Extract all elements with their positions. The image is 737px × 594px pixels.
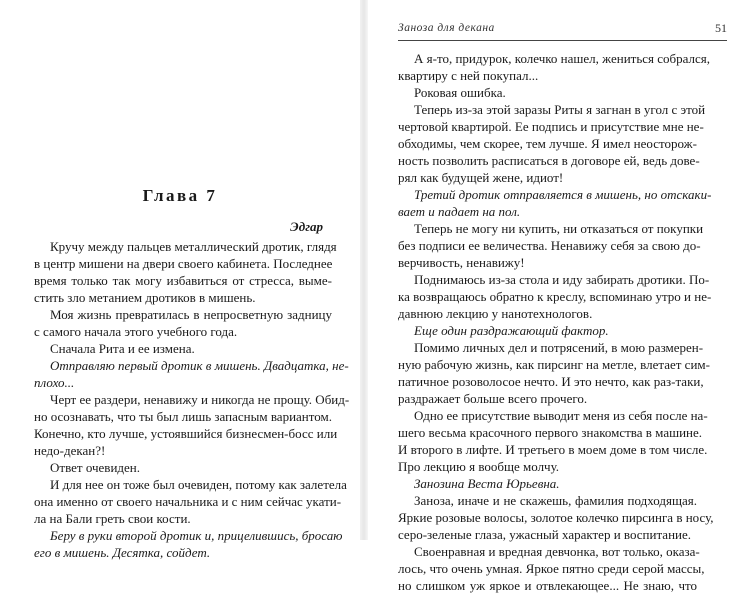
chapter-pov-name: Эдгар [290, 219, 323, 234]
page-number: 51 [715, 21, 727, 35]
right-text-line: раздражает больше всего прочего. [398, 391, 588, 406]
left-text-line: его в мишень. Десятка, сойдет. [34, 545, 211, 560]
right-text-line: верчивость, ненавижу! [398, 255, 525, 270]
running-header-title: Заноза для декана [398, 22, 495, 34]
left-text-line: И для нее он тоже был очевиден, потому как залетела [50, 477, 347, 492]
chapter-title: Глава 7 [142, 186, 218, 205]
left-text-line: в центр мишени на двери своего кабинета. Последнее [34, 256, 333, 271]
left-text-line: время только так могу избавиться от стресса, выме- [34, 273, 332, 288]
right-text-line: обходимы, чем скорее, тем лучше. Я имел неосторож- [398, 136, 697, 151]
right-text-line: шего весьма красочного первого знакомства в машине. [398, 425, 703, 440]
right-text-line: но слишком уж яркое и отвлекающее... Не знаю, что [398, 578, 697, 593]
right-text-line: квартиру с ней покупал... [398, 68, 539, 83]
left-text-line: Моя жизнь превратилась в непросветную задницу [50, 307, 332, 322]
right-text-line: Помимо личных дел и потрясений, в мою размерен- [414, 340, 704, 355]
right-text-line: без подписи ее величества. Ненавижу себя за свою до- [398, 238, 701, 253]
right-text-line: Теперь из-за этой заразы Риты я загнан в угол с этой [414, 102, 706, 117]
left-text-line: Отправляю первый дротик в мишень. Двадцатка, не- [50, 358, 349, 373]
book-gutter [360, 0, 368, 540]
left-text-line: Конечно, кто лучше, устоявшийся бизнесмен-босс или [34, 426, 338, 441]
right-text-line: Поднимаюсь из-за стола и иду забирать дротики. По- [414, 272, 710, 287]
left-text-line: ла на Бали греть свои кости. [34, 511, 191, 526]
right-text-line: вает и падает на пол. [398, 204, 521, 219]
left-text-line: стить зло метанием дротиков в мишень. [34, 290, 256, 305]
right-text-line: Роковая ошибка. [414, 85, 506, 100]
right-text-line: рял как будущей жене, идиот! [398, 170, 564, 185]
right-text-line: И второго в лифте. И третьего в моем доме в том числе. [398, 442, 708, 457]
left-text-line: с самого начала этого учебного года. [34, 324, 238, 339]
left-text-line: она именно от своего начальника и с ним сейчас укати- [34, 494, 342, 509]
right-text-line: Еще один раздражающий фактор. [414, 323, 609, 338]
left-text-line: плохо... [34, 375, 75, 390]
right-text-line: Своенравная и вредная девчонка, вот только, оказа- [414, 544, 700, 559]
right-body-text [398, 50, 714, 594]
right-text-line: патичное розоволосое нечто. И это нечто, как раз-таки, [398, 374, 704, 389]
left-text-line: Кручу между пальцев металлический дротик, глядя [50, 239, 337, 254]
left-text-line: Сначала Рита и ее измена. [50, 341, 195, 356]
right-text-line: ную рабочую жизнь, как пирсинг на метле, влетает сим- [398, 357, 710, 372]
right-text-line: А я-то, придурок, колечко нашел, жениться собрался, [414, 51, 711, 66]
left-text-line: но осознавать, что ты был лишь запасным вариантом. [34, 409, 332, 424]
right-text-line: давнюю лекцию у нанотехнологов. [398, 306, 593, 321]
left-text-line: Беру в руки второй дротик и, прицелившись, бросаю [50, 528, 343, 543]
right-text-line: Третий дротик отправляется в мишень, но отскаки- [414, 187, 712, 202]
left-page [0, 0, 360, 560]
left-body-text [34, 238, 350, 561]
right-text-line: Одно ее присутствие выводит меня из себя после на- [414, 408, 708, 423]
left-text-line: Черт ее раздери, ненавижу и никогда не прощу. Обид- [50, 392, 350, 407]
right-text-line: Про лекцию я вообще молчу. [398, 459, 560, 474]
right-text-line: Яркие розовые волосы, золотое колечко пирсинга в носу, [398, 510, 714, 525]
running-header [398, 22, 727, 41]
right-text-line: ка возвращаюсь обратно к креслу, вспоминаю утро и не- [398, 289, 712, 304]
right-text-line: чертовой квартирой. Ее подпись и присутствие мне не- [398, 119, 704, 134]
right-text-line: Заноза, иначе и не скажешь, фамилия подходящая. [414, 493, 697, 508]
left-text-line: недо-декан?! [34, 443, 106, 458]
right-text-line: лось, что очень умная. Яркое пятно среди серой массы, [398, 561, 705, 576]
right-text-line: ность позволить расписаться в договоре ей, ведь дове- [398, 153, 700, 168]
left-text-line: Ответ очевиден. [50, 460, 140, 475]
right-page [368, 0, 737, 593]
right-text-line: серо-зеленые глаза, ужасный характер и воспитание. [398, 527, 692, 542]
right-text-line: Теперь не могу ни купить, ни отказаться от покупки [414, 221, 704, 236]
right-text-line: Занозина Веста Юрьевна. [414, 476, 560, 491]
